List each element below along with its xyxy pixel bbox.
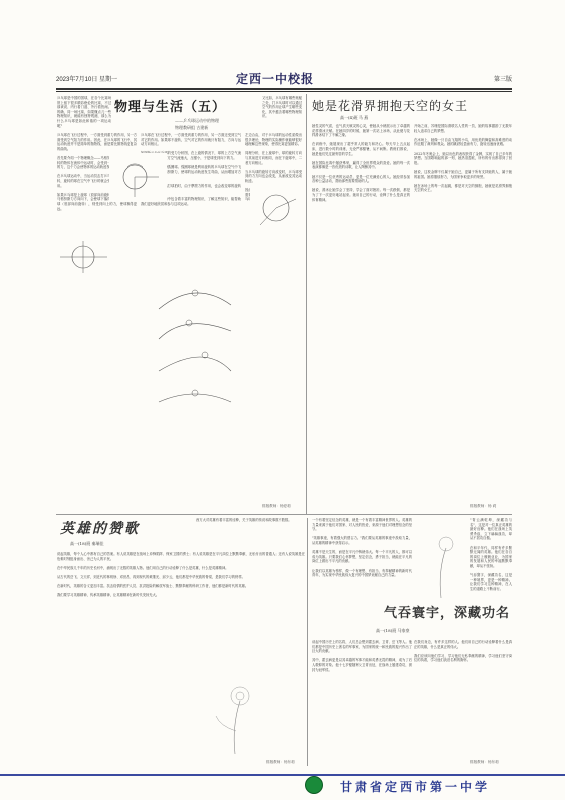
footer-rule (0, 774, 565, 776)
science-article-author: 物理教研组 古建新 (175, 125, 209, 130)
qi-article-title: 气吞寰宇，深藏功名 (384, 606, 511, 621)
science-intro-right: 又比如，乒乓球有哪些奥秘之处，打乒乓球时可以通过空气的作用让球产生哪些变化，其中蕴含着哪些物理知识。 (262, 96, 302, 119)
qi-article-author: 高一(18)班 马家豪 (376, 628, 410, 633)
science-article-subtitle: ——乒乓球运动中的物理 (175, 118, 219, 123)
science-editor: 排版教师：杨爱莉 (262, 504, 291, 508)
ball-force-diagram-3 (250, 183, 302, 233)
skating-article-author: 高一(4)班 马 燕 (340, 115, 369, 120)
column-divider-lower (307, 518, 308, 766)
hero-intro: 西方大对英雄有着丰富的诠释，关于英雄的传说和故事数不胜数。 (196, 518, 292, 522)
trajectory-diagram-3 (155, 345, 235, 375)
skating-article-title: 她是花滑界拥抱天空的女王 (312, 99, 469, 113)
skating-column-1: 她性灵的气质，也气质天赋灵的心灵，使她从小就展示出了卓越的花样滑冰天赋。在她四岁的时候，她第一次站上冰场，从此便与花样滑冰结下了不解之缘。 在训练中，她展现出了超乎常人的毅力和决心。每天早上五点起床，进行数小时的训练，无论严寒酷暑，从不间断。教练们都说，她是他们见过最刻苦的学生。 她在国际比赛中屡获殊荣，赢得了全世界观众的喜爱。她的每一次表演都像是一首优美的诗歌，让人陶醉其中。 她不仅是一位优秀的运动员，更是一位充满爱心的人。她经常参加各种公益活动，帮助那些需要帮助的人。 她说，滑冰让她学会了坚持，学会了面对挫折。每一次跌倒，都是为了下一次更好地站起来。她用自己的行动，诠释了什么是真正的体育精神。 (312, 124, 410, 202)
qi-editor: 排版教师：杨东莉 (470, 760, 499, 764)
column-divider (306, 94, 307, 514)
header-rule (56, 88, 512, 90)
hero-article-author: 高一(18)班 秦瑞佳 (70, 541, 104, 546)
science-column-3: 左边合由，对于乒乓球的运动性质做出很多理论，物理的实际操作就能够很好地理解这些现象，使得比赛更加精彩。 同理分析，在上旋球中，球的旋转方向与其前进方向相同，而在下旋球中，二者方向相反。 当乒乓球的旋转方向改变时，乒乓球受到的力方向也会改变，从而改变其运动轨迹。 因此，一个优秀的乒乓球运动员，不仅需要有很强的体能和技术，还需要对乒乓球的运动规律有深刻的理解。 (245, 133, 302, 202)
masthead: 定西一中校报 (236, 72, 315, 86)
hero-editor: 排版教师：杨东莉 (266, 760, 295, 764)
trajectory-diagram-4 (155, 378, 235, 408)
page-number: 第三版 (493, 77, 512, 83)
qi-column-intro: "青云满乾坤，深藏功与名"，这是对一位真正英雄的最好诠释。他们在战场上英勇杀敌，立下赫赫战功，却从不居功自傲。 在和平年代，同样有许多默默无闻的英雄。他们在各自的岗位上兢兢业业，为国家的发展和人民的幸福默默奉献，却从不张扬。 气吞寰宇，深藏功名，这是一种境界，更是一种精神。让我们学习这种精神，在人生的道路上不断前行。 (470, 518, 512, 591)
hero-column-2: 一个有着坚定信念的英雄，就是一个有着丰富精神世界的人。英雄的力量来源于他们对国家、对人民的热爱，来源于他们对理想信念的坚守。 "英雄事迹，有着强大的感召力。"我们要从英雄的事迹中汲取力量，从英雄的精神中获得启示。 英雄不是天生的，而是在平凡中铸就伟大。每一个平凡的人，都可以成为英雄。只要我们心怀梦想，坚定信念，勇于担当，就能在平凡的岗位上做出不平凡的贡献。 让我们以英雄为榜样，做一个有理想、有担当、有奉献精神的新时代青年，为实现中华民族伟大复兴的中国梦贡献自己的力量。 (312, 518, 412, 578)
ball-force-diagram-1 (109, 153, 167, 201)
section-divider (56, 514, 512, 515)
hero-column-1: 说起英雄，每个人心中都有自己的答案。有人说英雄是在战场上冲锋陷阵、保家卫国的勇士；有人说英雄是在平凡岗位上默默奉献、无私付出的普通人；还有人说英雄是在危难时刻挺身而出、舍己为人的平民。 在中华民族几千年的历史长河中，涌现出了无数的英雄人物。他们用自己的行动诠释了什么是英雄，什么是英雄精神。 从古代的岳飞、文天祥，到近代的林则徐、邓世昌，再到现代的黄继光、邱少云，他们都是中华民族的脊梁，是我们学习的榜样。 在新时代，英雄的含义更加丰富。抗击疫情的医护人员、抗洪抢险的解放军战士、默默奉献的科研工作者，他们都是新时代的英雄。 我们要学习英雄精神，传承英雄精神，让英雄精神在新时代发扬光大。 (57, 552, 305, 598)
trajectory-diagram-1 (155, 283, 235, 313)
header-rule-thin (56, 91, 512, 92)
science-column-2: 乒乓球在飞行过程中，一方面受到重力的作用，另一方面还受到空气对它的作用。如果球不旋转，空气对它的作用就只有阻力，方向与运动方向相反。 如图所示为乒乓球的受力分析图，在上旋的情况下，球的上方空气流速小，压强大，下方空气流速大，压强小，于是球受到向下的力。 再说一说乒乓球的弧圈球。弧圈球就是利用旋转的乒乓球在空气中飞行时所受到的马格努斯力，使球的运动轨迹发生弯曲，从而增加对方接球的难度。 另外，乒乓球在击打球拍时，由于摩擦力的作用，也会改变球的旋转状态。 总之，乒乓球运动中包含着丰富的物理知识，了解这些知识，能帮助我们更好地欣赏和参与这项运动。 (141, 133, 241, 206)
school-name: 甘肃省定西市第一中学 (340, 780, 491, 794)
science-column-1: 乒乓球在飞行过程中，一方面受到重力的作用，另一方面受到空气阻力的作用。因此，在乒乓球的飞行中，其运动轨迹并不是简单的抛物线，而是要比抛物线更复杂的曲线。 首先要介绍一个物理概念——马格努斯效应。当一个旋转的物体在流体中运动时，会受到一个垂直于运动方向的力，这个力会使物体的运动轨迹发生偏转。 在乒乓球运动中，当运动员击打乒乓球时，使球产生旋转，旋转的球在空气中飞行时就会受到马格努斯力的作用。 如果乒乓球是上旋球（顶部向前旋转），那么它受到的马格努斯力方向向下，会使球下落得更快；如果是下旋球（底部向前旋转），则受到向上的力，使球飘得更远。 (57, 133, 137, 211)
skating-editor: 排版教师：杨 莉 (470, 504, 497, 508)
skating-column-2: 开始之前，苏珊是国际滑联名人堂的一员，她的故事激励了无数年轻人追求自己的梦想。 在冰场上，她像一只自由飞翔的小鸟，用优美的舞姿和高难度的动作征服了裁判和观众。她的跳跃轻盈而有力，旋转迅速而优雅。 2022年冬奥会上，她以出色的表现获得了金牌，实现了自己多年的梦想。当国歌响起的那一刻，她热泪盈眶，所有的付出都得到了回报。 她说，这枚金牌不仅属于她自己，更属于所有支持她的人，属于她的祖国。她将继续努力，为国家争取更多的荣誉。 她在冰场上的每一次起跳，都是对天空的拥抱，她就是花滑界拥抱天空的女王。 (414, 124, 512, 193)
hero-article-title: 英雄的赞歌 (60, 521, 140, 537)
page-header (56, 70, 512, 90)
science-article-title: 物理与生活（五） (114, 100, 227, 115)
science-intro-left: 乒乓球是中国的国球，在各个比赛场馆上留下很多精彩绝伦的比赛，不过那该说、内行看门道、外行看热闹。的确，同一场比赛，如果懂点儿一些物理知识，就能有独特观测，那么为什么乒乓球是如此和谐的一项运动呢？ (57, 96, 111, 128)
decorative-flower-illustration-2 (416, 530, 466, 600)
school-emblem-icon (305, 776, 323, 794)
trajectory-diagram-2 (155, 313, 235, 343)
ball-force-diagram-2 (55, 237, 113, 277)
decorative-flower-illustration (200, 676, 270, 756)
issue-date: 2023年7月10日 星期一 (56, 77, 118, 83)
qi-column-1: 谈起中国历史上的名将，人们总会想到霍去病、卫青、岳飞等人。他们都是中国历史上著名的军事家，为国家的统一和民族的振兴作出了巨大的贡献。 其中，霍去病更是以其卓越的军事才能和英勇无畏的精神，成为了后人敬仰的对象。他十七岁便随舅父卫青出征，在战场上屡建奇功，被封为冠军侯。 (312, 640, 412, 672)
qi-column-3: 在我们身边，有许多这样的人。他们用自己的行动诠释着什么是真正的英雄，什么是真正的伟大。 我们应该向他们学习，学习他们无私奉献的精神，学习他们坚守岗位的执着，学习他们淡泊名利的胸怀。 (414, 640, 512, 663)
